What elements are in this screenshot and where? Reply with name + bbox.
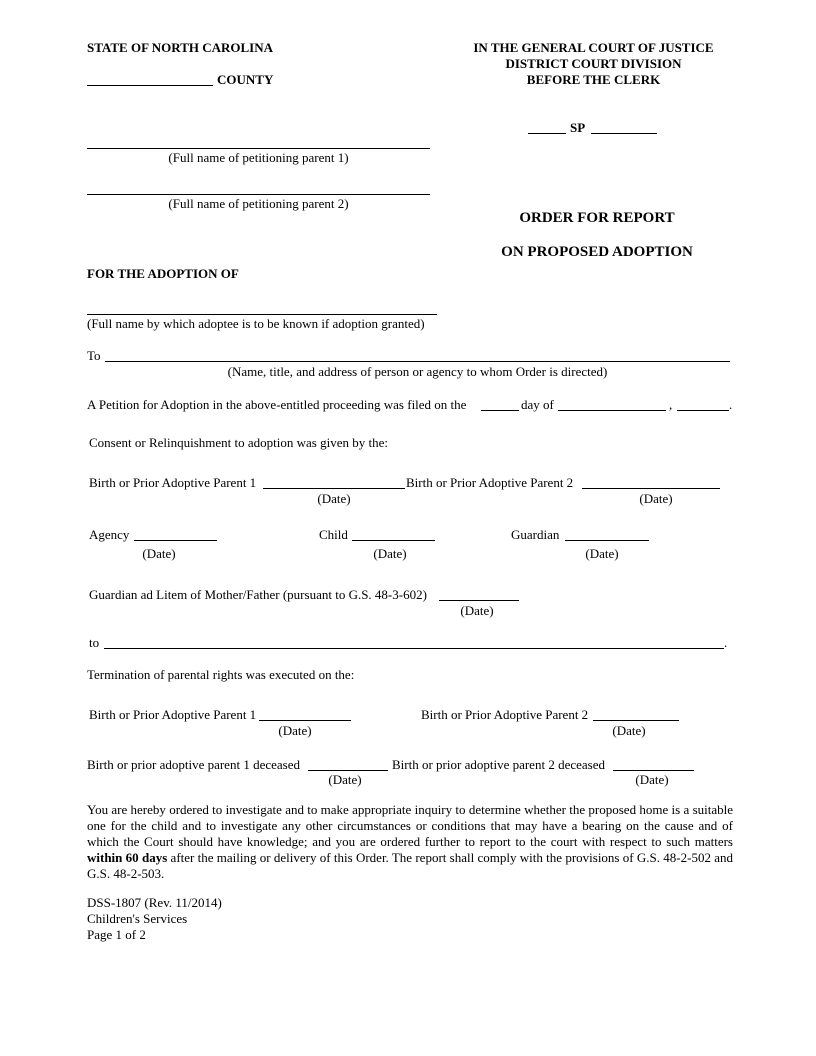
form-number: DSS-1807 (Rev. 11/2014): [87, 895, 222, 910]
agency-date-field[interactable]: [134, 526, 217, 541]
title-line-2: ON PROPOSED ADOPTION: [501, 244, 693, 260]
petitioner-2-field[interactable]: [87, 180, 430, 195]
to-2-label: to: [89, 635, 100, 650]
adoptee-caption: (Full name by which adoptee is to be known if adoption granted): [87, 316, 425, 331]
petitioner-1-field[interactable]: [87, 134, 430, 149]
gal-to-field[interactable]: [104, 634, 724, 649]
court-line-2: DISTRICT COURT DIVISION: [505, 56, 682, 71]
petition-text: A Petition for Adoption in the above-entitled proceeding was filed on the: [87, 397, 467, 412]
department: Children's Services: [87, 911, 188, 926]
gal-date-caption: (Date): [460, 603, 494, 618]
petition-day-field[interactable]: [481, 396, 519, 411]
termination-parent-1-date-field[interactable]: [259, 706, 351, 721]
consent-parent-2-label: Birth or Prior Adoptive Parent 2: [406, 475, 574, 490]
child-date-field[interactable]: [352, 526, 435, 541]
agency-label: Agency: [89, 527, 130, 542]
to-2-period: .: [724, 635, 728, 650]
gal-label: Guardian ad Litem of Mother/Father (pursuant to G.S. 48-3-602): [89, 587, 427, 602]
recipient-field[interactable]: [105, 347, 730, 362]
court-line-1: IN THE GENERAL COURT OF JUSTICE: [473, 40, 714, 55]
adoption-label: FOR THE ADOPTION OF: [87, 266, 239, 281]
deceased-2-label: Birth or prior adoptive parent 2 deceased: [392, 757, 605, 772]
court-line-3: BEFORE THE CLERK: [526, 72, 661, 87]
order-deadline: within 60 days: [87, 850, 168, 865]
day-of-label: day of: [521, 397, 554, 412]
recipient-caption: (Name, title, and address of person or agency to whom Order is directed): [227, 364, 608, 379]
title-line-1: ORDER FOR REPORT: [519, 210, 675, 226]
county-field[interactable]: [87, 71, 213, 86]
sp-number-field[interactable]: [591, 119, 657, 134]
termination-parent-2-label: Birth or Prior Adoptive Parent 2: [421, 707, 589, 722]
consent-parent-2-date-field[interactable]: [582, 474, 720, 489]
petition-period: .: [729, 397, 733, 412]
consent-parent-1-date-field[interactable]: [263, 474, 405, 489]
order-paragraph: [87, 802, 733, 882]
consent-parent-1-date-caption: (Date): [317, 491, 351, 506]
order-text-2: after the mailing or delivery of this Order. The report shall comply with the provisions of G.S. 48-2-502 and G.S. 48-2-503.: [87, 850, 733, 881]
deceased-1-date-field[interactable]: [308, 756, 388, 771]
petitioner-2-caption: (Full name of petitioning parent 2): [168, 196, 349, 211]
deceased-1-date-caption: (Date): [328, 772, 362, 787]
deceased-1-label: Birth or prior adoptive parent 1 deceased: [87, 757, 300, 772]
order-text-1: You are hereby ordered to investigate and to make appropriate inquiry to determine whether the proposed home is a suitable one for the child and to investigate any other circumstances or conditions that may have a bearing on the cause and of which the Court should have knowledge; and you are ordered further to report to the court with respect to such matters: [87, 802, 733, 849]
petition-year-field[interactable]: [677, 396, 729, 411]
deceased-2-date-field[interactable]: [613, 756, 694, 771]
guardian-label: Guardian: [511, 527, 560, 542]
petition-comma: ,: [669, 397, 673, 412]
deceased-2-date-caption: (Date): [635, 772, 669, 787]
sp-label: SP: [570, 120, 586, 135]
termination-parent-1-label: Birth or Prior Adoptive Parent 1: [89, 707, 257, 722]
petition-month-field[interactable]: [558, 396, 666, 411]
gal-date-field[interactable]: [439, 586, 519, 601]
to-label: To: [87, 348, 101, 363]
termination-parent-2-date-caption: (Date): [612, 723, 646, 738]
state-label: STATE OF NORTH CAROLINA: [87, 40, 274, 55]
guardian-date-field[interactable]: [565, 526, 649, 541]
petitioner-1-caption: (Full name of petitioning parent 1): [168, 150, 349, 165]
sp-year-field[interactable]: [528, 119, 566, 134]
child-label: Child: [319, 527, 348, 542]
consent-intro: Consent or Relinquishment to adoption was given by the:: [89, 435, 388, 450]
page-number: Page 1 of 2: [87, 927, 146, 942]
adoptee-name-field[interactable]: [87, 300, 437, 315]
consent-parent-1-label: Birth or Prior Adoptive Parent 1: [89, 475, 257, 490]
child-date-caption: (Date): [373, 546, 407, 561]
agency-date-caption: (Date): [142, 546, 176, 561]
consent-parent-2-date-caption: (Date): [639, 491, 673, 506]
termination-intro: Termination of parental rights was executed on the:: [87, 667, 355, 682]
termination-parent-2-date-field[interactable]: [593, 706, 679, 721]
guardian-date-caption: (Date): [585, 546, 619, 561]
termination-parent-1-date-caption: (Date): [278, 723, 312, 738]
county-label: COUNTY: [217, 72, 274, 87]
